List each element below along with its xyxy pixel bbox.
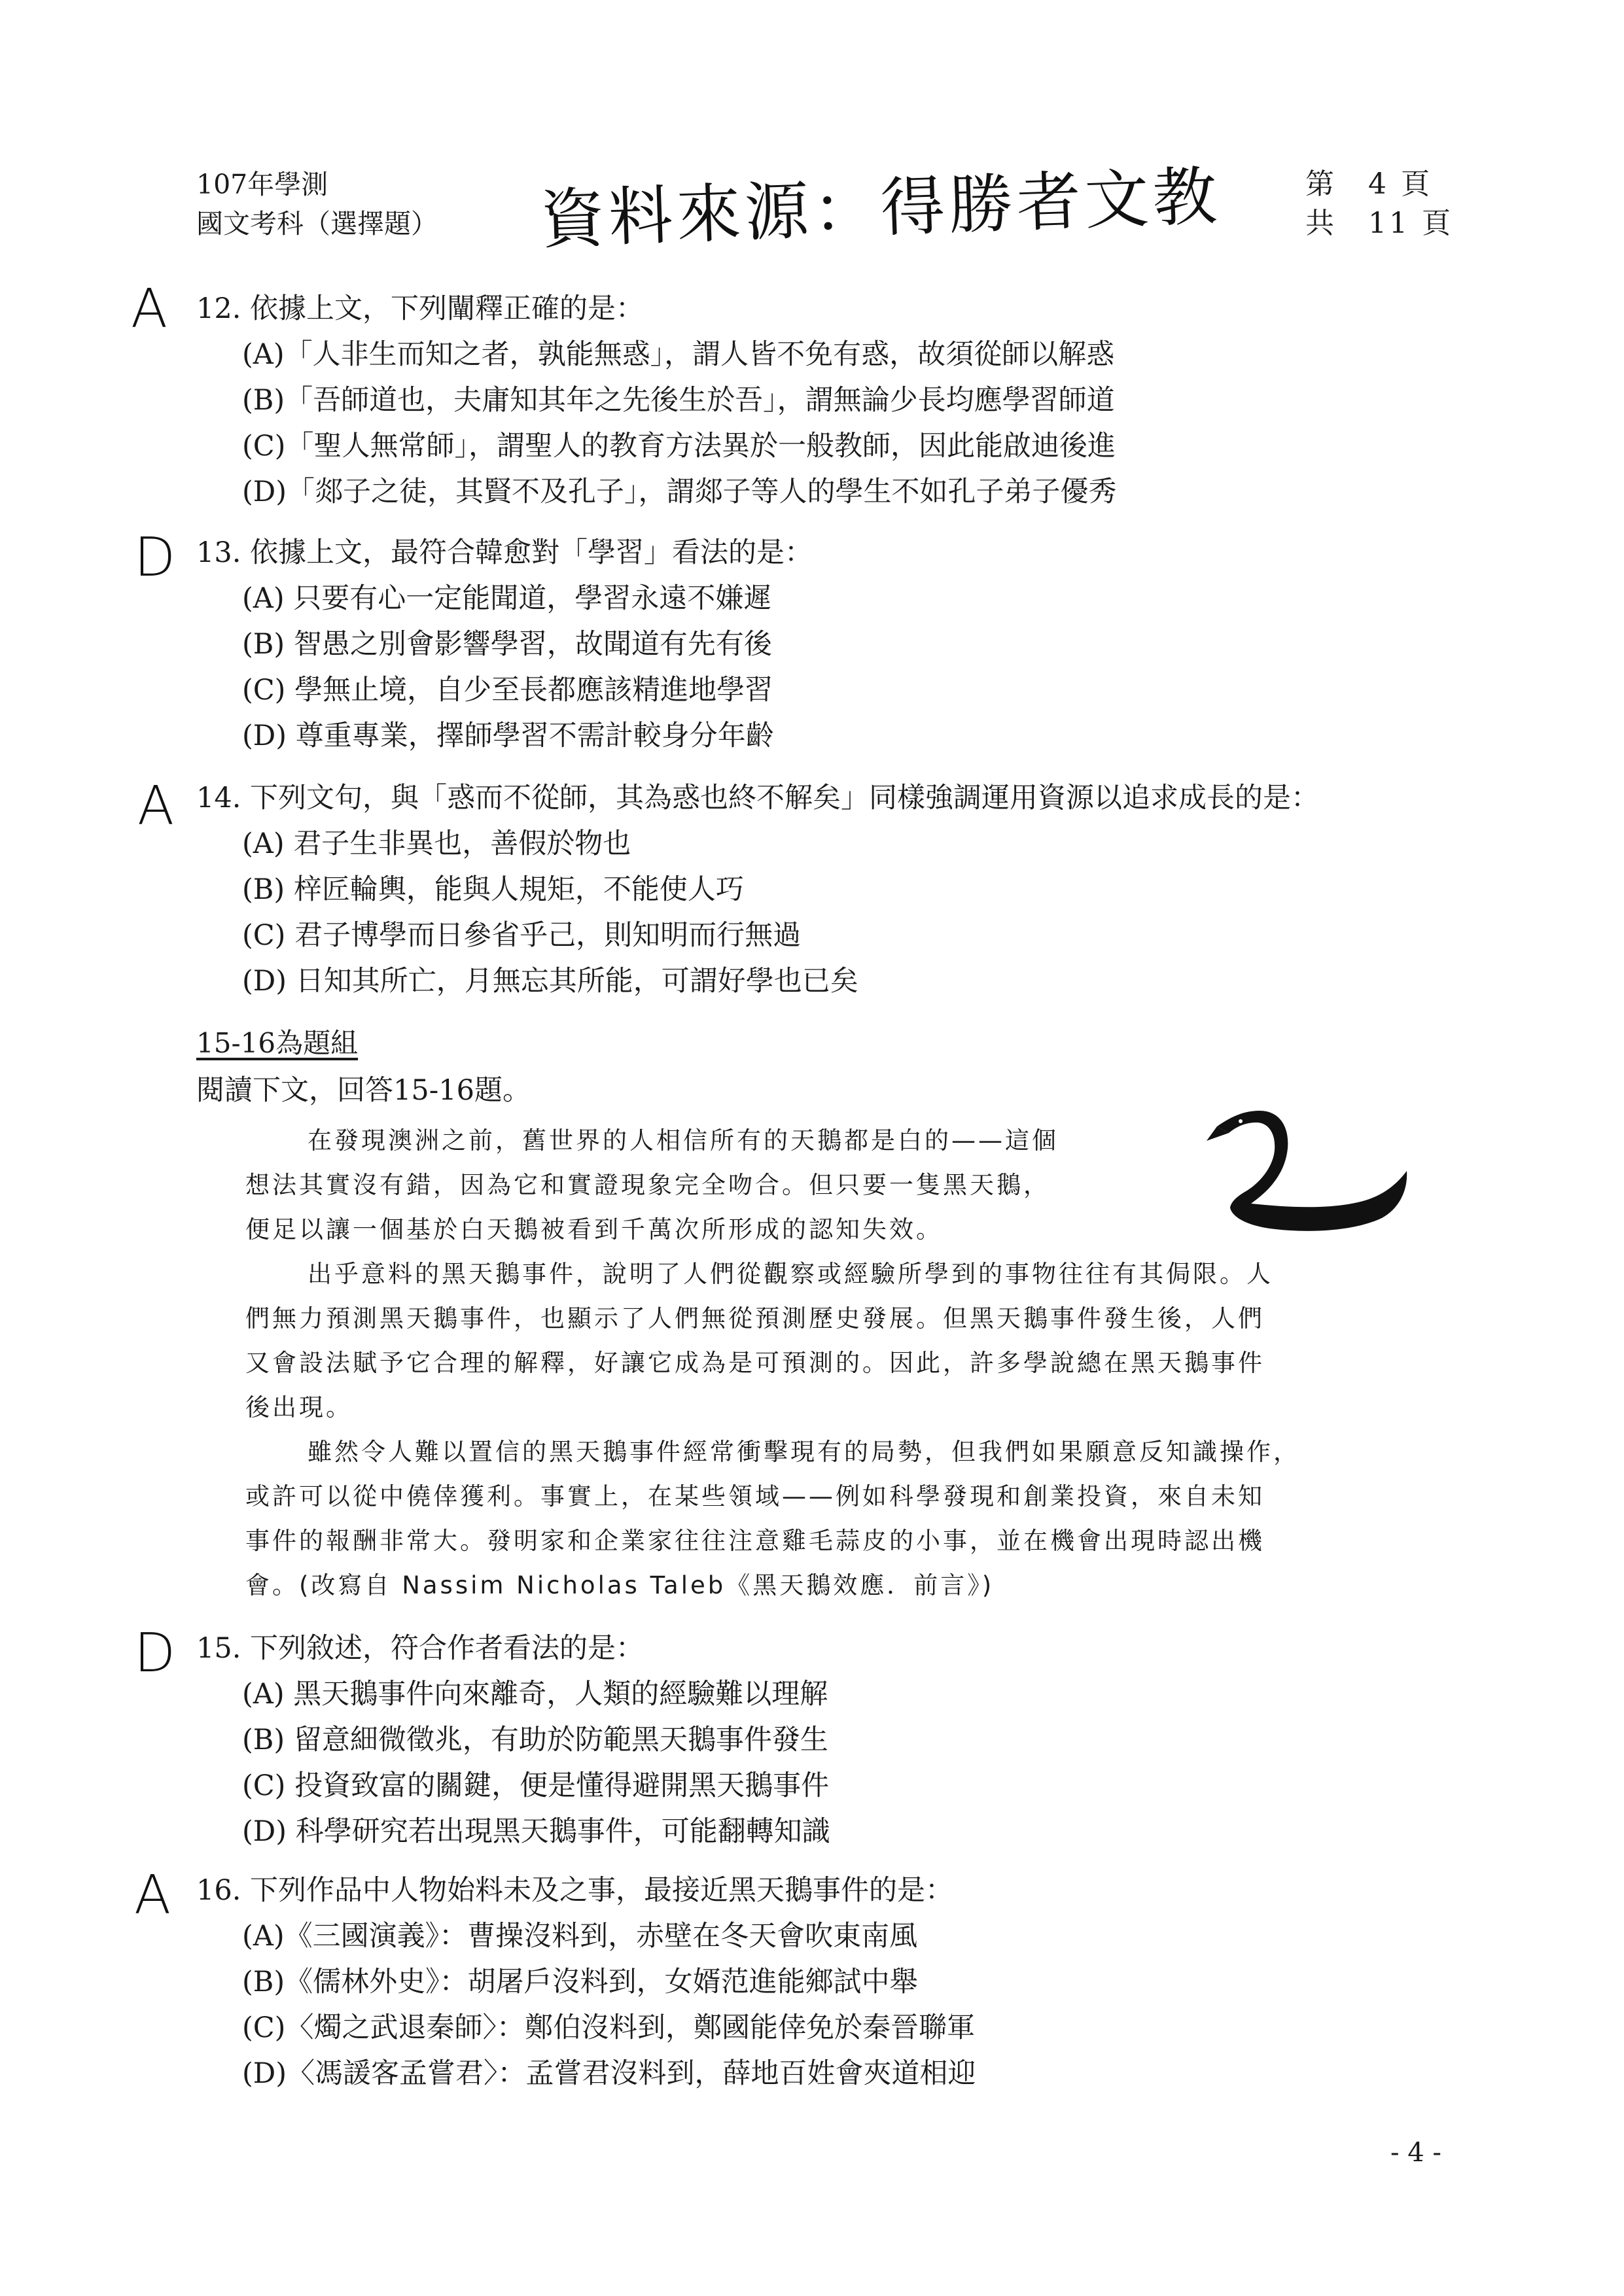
option-16b: (B)《儒林外史》：胡屠戶沒料到，女婿范進能鄉試中舉 [242, 1966, 918, 1998]
answer-mark-q14: A [137, 775, 175, 837]
option-13a: (A) 只要有心一定能聞道，學習永遠不嫌遲 [242, 582, 772, 615]
answer-mark-q12: A [131, 278, 168, 340]
handwritten-source-note: 資料來源：得勝者文教 [539, 159, 1222, 258]
page-indicator [1305, 165, 1453, 243]
passage-line-9: 或許可以從中僥倖獲利。事實上，在某些領域——例如科學發現和創業投資，來自未知 [245, 1482, 1265, 1510]
passage-line-6: 又會設法賦予它合理的解釋，好讓它成為是可預測的。因此，許多學說總在黑天鵝事件 [245, 1349, 1265, 1377]
answer-mark-q16: A [134, 1864, 171, 1926]
answer-mark-q13: D [134, 527, 176, 589]
option-16a: (A)《三國演義》：曹操沒料到，赤壁在冬天會吹東南風 [242, 1920, 918, 1953]
question-stem-15: 15. 下列敘述，符合作者看法的是： [196, 1632, 644, 1665]
option-12b: (B)「吾師道也，夫庸知其年之先後生於吾」，謂無論少長均應學習師道 [242, 384, 1115, 417]
page-label: 第 4 頁 [1305, 167, 1432, 201]
passage-line-3: 便足以讓一個基於白天鵝被看到千萬次所形成的認知失效。 [245, 1215, 943, 1244]
exam-year: 107年學測 [196, 169, 328, 200]
question-stem-13: 13. 依據上文，最符合韓愈對「學習」看法的是： [196, 536, 813, 569]
total-pages-label: 共 11 頁 [1305, 207, 1453, 240]
option-12a: (A)「人非生而知之者，孰能無惑」，謂人皆不免有惑，故須從師以解惑 [242, 338, 1115, 371]
swan-eye [1239, 1119, 1243, 1123]
passage-line-7: 後出現。 [245, 1393, 353, 1421]
option-13d: (D) 尊重專業，擇師學習不需計較身分年齡 [242, 720, 774, 752]
question-group-label: 15-16為題組 [196, 1027, 359, 1059]
option-13b: (B) 智愚之別會影響學習，故聞道有先有後 [242, 628, 772, 661]
option-15a: (A) 黑天鵝事件向來離奇，人類的經驗難以理解 [242, 1678, 828, 1711]
question-stem-16: 16. 下列作品中人物始料未及之事，最接近黑天鵝事件的是： [196, 1874, 954, 1907]
question-stem-12: 12. 依據上文，下列闡釋正確的是： [196, 292, 644, 325]
passage-line-5: 們無力預測黑天鵝事件，也顯示了人們無從預測歷史發展。但黑天鵝事件發生後，人們 [245, 1304, 1265, 1332]
passage-line-8: 雖然令人難以置信的黑天鵝事件經常衝擊現有的局勢，但我們如果願意反知識操作， [308, 1438, 1300, 1466]
option-12d: (D)「郯子之徒，其賢不及孔子」，謂郯子等人的學生不如孔子弟子優秀 [242, 476, 1117, 508]
option-15b: (B) 留意細微徵兆，有助於防範黑天鵝事件發生 [242, 1724, 828, 1756]
passage-line-11: 會。(改寫自 Nassim Nicholas Taleb《黑天鵝效應．前言》) [245, 1571, 995, 1599]
option-14a: (A) 君子生非異也，善假於物也 [242, 827, 631, 860]
passage-line-2: 想法其實沒有錯，因為它和實證現象完全吻合。但只要一隻黑天鵝， [245, 1171, 1050, 1199]
option-12c: (C)「聖人無常師」，謂聖人的教育方法異於一般教師，因此能啟迪後進 [242, 430, 1116, 462]
black-swan-illustration [1191, 1079, 1426, 1243]
exam-header [196, 165, 438, 243]
option-15d: (D) 科學研究若出現黑天鵝事件，可能翻轉知識 [242, 1815, 830, 1848]
option-14d: (D) 日知其所亡，月無忘其所能，可謂好學也已矣 [242, 965, 858, 998]
page-number: - 4 - [1390, 2138, 1441, 2168]
option-14b: (B) 梓匠輪輿，能與人規矩，不能使人巧 [242, 873, 744, 906]
option-14c: (C) 君子博學而日參省乎己，則知明而行無過 [242, 919, 802, 952]
option-16d: (D)〈馮諼客孟嘗君〉：孟嘗君沒料到，薛地百姓會夾道相迎 [242, 2057, 976, 2090]
option-16c: (C)〈燭之武退秦師〉：鄭伯沒料到，鄭國能倖免於秦晉聯軍 [242, 2011, 975, 2044]
reading-intro: 閱讀下文，回答15-16題。 [196, 1074, 531, 1107]
swan-silhouette [1217, 1111, 1407, 1231]
exam-subject: 國文考科（選擇題） [196, 208, 438, 239]
option-15c: (C) 投資致富的關鍵，便是懂得避開黑天鵝事件 [242, 1769, 830, 1802]
question-stem-14: 14. 下列文句，與「惑而不從師，其為惑也終不解矣」同樣強調運用資源以追求成長的是： [196, 782, 1320, 814]
passage-line-4: 出乎意料的黑天鵝事件，說明了人們從觀察或經驗所學到的事物往往有其侷限。人 [308, 1260, 1273, 1288]
answer-mark-q15: D [134, 1622, 176, 1684]
passage-line-10: 事件的報酬非常大。發明家和企業家往往注意雞毛蒜皮的小事，並在機會出現時認出機 [245, 1527, 1265, 1555]
passage-line-1: 在發現澳洲之前，舊世界的人相信所有的天鵝都是白的——這個 [308, 1126, 1059, 1155]
option-13c: (C) 學無止境，自少至長都應該精進地學習 [242, 674, 773, 706]
